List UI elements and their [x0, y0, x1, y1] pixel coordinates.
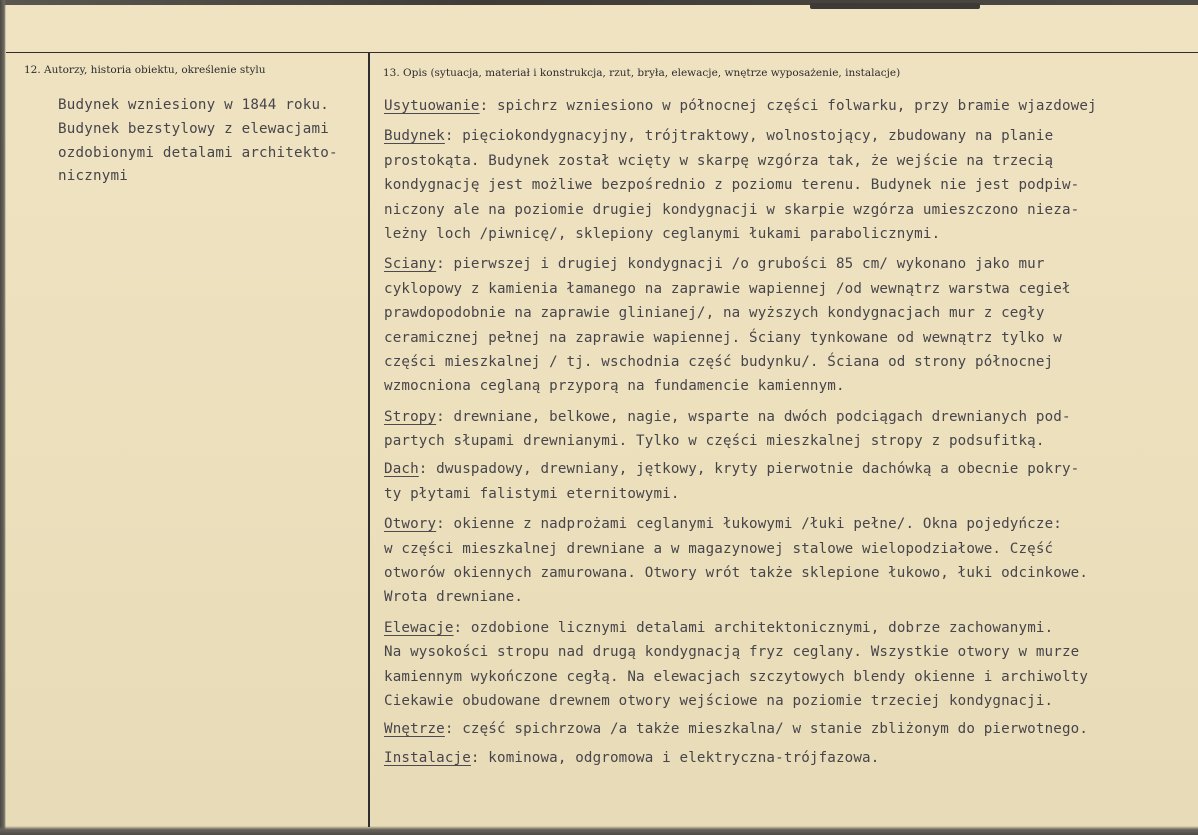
text-line	[384, 350, 1198, 374]
text-line	[384, 512, 1198, 536]
section-label: Otwory	[384, 516, 437, 533]
section-label: Sciany	[384, 256, 437, 273]
section-label: Stropy	[384, 408, 437, 425]
text-line	[384, 717, 1198, 741]
text-line	[384, 746, 1198, 770]
section-text: otworów okiennych zamurowana. Otwory wrót także sklepione łukowo, łuki odcinkowe.	[384, 565, 1089, 582]
section-text: części mieszkalnej / tj. wschodnia część budynku/. Ściana od strony północnej	[384, 353, 1054, 370]
section-text: : drewniane, belkowe, nagie, wsparte na dwóch podciągach drewnianych pod-	[436, 408, 1071, 425]
section-instalacje	[384, 746, 1198, 770]
form-rule-vertical	[368, 52, 370, 827]
section-text: : kominowa, odgromowa i elektryczna-trójfazowa.	[470, 749, 880, 766]
section-dach	[384, 457, 1198, 506]
text-line	[384, 222, 1198, 246]
tape-strip	[810, 3, 980, 9]
section-stropy	[384, 405, 1198, 454]
text-line	[384, 640, 1198, 664]
field-13-text	[384, 94, 1198, 770]
text-line	[384, 457, 1198, 481]
section-text: : pięciokondygnacyjny, trójtraktowy, wolnostojący, zbudowany na planie	[444, 128, 1054, 145]
text-line	[384, 277, 1198, 301]
section-label: Budynek	[384, 128, 445, 145]
section-usytuowanie	[384, 94, 1198, 118]
field-13-header: 13. Opis (sytuacja, materiał i konstrukcja, rzut, bryła, elewacje, wnętrze wyposażenie, instalacje)	[383, 67, 901, 79]
text-line	[384, 94, 1198, 118]
section-text: : okienne z nadprożami ceglanymi łukowymi /łuki pełne/. Okna pojedyńcze:	[436, 516, 1062, 533]
section-otwory	[384, 512, 1198, 610]
text-line	[384, 689, 1198, 713]
section-wnętrze	[384, 717, 1198, 741]
section-text: Na wysokości stropu nad drugą kondygnacją fryz ceglany. Wszystkie otwory w murze	[384, 644, 1080, 661]
text-line	[384, 198, 1198, 222]
section-budynek	[384, 124, 1198, 246]
section-label: Usytuowanie	[384, 98, 480, 114]
text-line	[384, 252, 1198, 276]
scan-edge-bottom	[0, 826, 1198, 835]
text-line	[384, 585, 1198, 609]
section-text: : dwuspadowy, drewniany, jętkowy, kryty pierwotnie dachówką a obecnie pokry-	[418, 461, 1080, 478]
section-text: ceramicznej pełnej na zaprawie wapiennej. Ściany tynkowane od wewnątrz tylko w	[384, 329, 1062, 346]
section-text: Wrota drewniane.	[384, 589, 524, 606]
section-label: Dach	[384, 461, 419, 478]
text-line	[384, 374, 1198, 398]
section-label: Instalacje	[384, 749, 471, 766]
scan-edge-left	[0, 0, 6, 835]
section-text: prostokąta. Budynek został wcięty w skarpę wzgórza tak, że wejście na trzecią	[384, 152, 1054, 169]
text-line	[384, 561, 1198, 585]
section-text: partych słupami drewnianymi. Tylko w części mieszkalnej stropy z podsufitką.	[384, 433, 1045, 450]
section-text: cyklopowy z kamienia łamanego na zaprawie wapiennej /od wewnątrz warstwa cegieł	[384, 280, 1071, 297]
text-line	[384, 482, 1198, 506]
section-text: kondygnację jest możliwe bezpośrednio z poziomu terenu. Budynek nie jest podpiw-	[384, 177, 1080, 194]
section-sciany	[384, 252, 1198, 398]
text-line	[384, 405, 1198, 429]
section-text: ty płytami falistymi eternitowymi.	[384, 485, 680, 502]
section-text: leżny loch /piwnicę/, sklepiony ceglanymi łukami parabolicznymi.	[384, 225, 941, 242]
text-line	[384, 665, 1198, 689]
section-text: : pierwszej i drugiej kondygnacji /o grubości 85 cm/ wykonano jako mur	[436, 256, 1045, 273]
section-text: niczony ale na poziomie drugiej kondygnacji w skarpie wzgórza umieszczono nieza-	[384, 201, 1080, 218]
section-label: Elewacje	[384, 619, 454, 636]
section-text: : ozdobione licznymi detalami architektonicznymi, dobrze zachowanymi.	[453, 619, 1054, 636]
text-line	[384, 301, 1198, 325]
section-text: prawdopodobnie na zaprawie glinianej/, na wyższych kondygnacjach mur z cegły	[384, 305, 1045, 322]
section-text: : spichrz wzniesiono w północnej części folwarku, przy bramie wjazdowej	[479, 98, 1097, 114]
form-rule-horizontal	[6, 52, 1198, 53]
text-line	[384, 429, 1198, 453]
section-text: wzmocniona ceglaną przyporą na fundamencie kamiennym.	[384, 378, 845, 395]
section-label: Wnętrze	[384, 721, 445, 738]
text-line	[384, 124, 1198, 148]
section-text: Ciekawie obudowane drewnem otwory wejściowe na poziomie trzeciej kondygnacji.	[384, 692, 1054, 709]
text-line	[384, 326, 1198, 350]
text-line	[384, 537, 1198, 561]
field-12-text: Budynek wzniesiony w 1844 roku. Budynek bezstylowy z elewacjami ozdobionymi detalami architekto- nicznymi	[58, 97, 338, 185]
scan-edge-top	[0, 0, 1198, 5]
text-line	[384, 173, 1198, 197]
text-line	[384, 616, 1198, 640]
section-text: : część spichrzowa /a także mieszkalna/ w stanie zbliżonym do pierwotnego.	[444, 721, 1089, 738]
section-text: w części mieszkalnej drewniane a w magazynowej stalowe wielopodziałowe. Część	[384, 540, 1054, 557]
section-elewacje	[384, 616, 1198, 714]
section-text: kamiennym wykończone cegłą. Na elewacjach szczytowych blendy okienne i archiwolty	[384, 668, 1089, 685]
text-line	[384, 149, 1198, 173]
field-12-header: 12. Autorzy, historia obiektu, określenie stylu	[24, 64, 266, 76]
